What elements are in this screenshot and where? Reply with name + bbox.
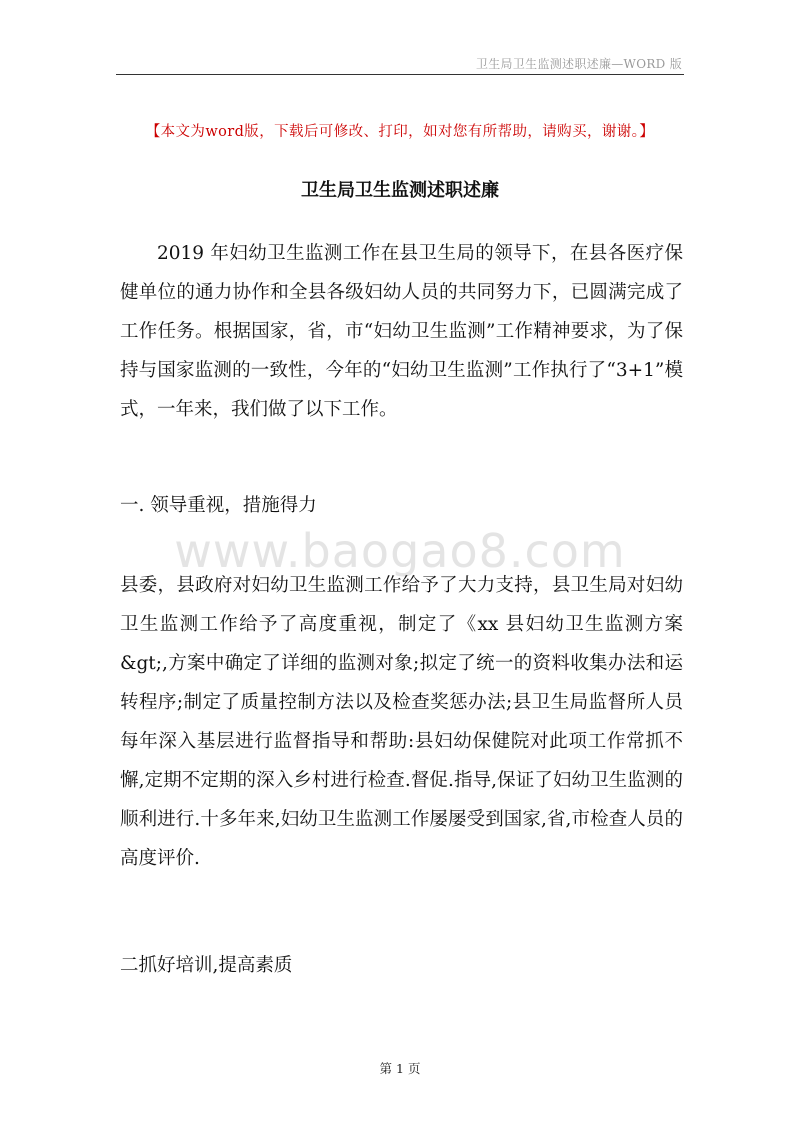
document-title: 卫生局卫生监测述职述廉: [301, 180, 499, 201]
running-header: 卫生局卫生监测述职述廉—WORD 版: [475, 57, 682, 71]
header-divider: [116, 74, 684, 75]
page-number: 第 1 页: [379, 1061, 421, 1076]
section-heading-1: 一. 领导重视，措施得力: [120, 495, 317, 516]
section-heading-2: 二抓好培训,提高素质: [120, 955, 293, 976]
section-1-paragraph: 县委，县政府对妇幼卫生监测工作给予了大力支持，县卫生局对妇幼卫生监测工作给予了高度重视，制定了《xx 县妇幼卫生监测方案&gt;,方案中确定了详细的监测对象;拟定了统一的资料收集办法和运转程序;制定了质量控制方法以及检查奖惩办法;县卫生局监督所人员每年深入基层进行监督指导和帮助:县妇幼保健院对此项工作常抓不懈,定期不定期的深入乡村进行检查.督促.指导,保证了妇幼卫生监测的顺利进行.十多年来,妇幼卫生监测工作屡屡受到国家,省,市检查人员的高度评价.: [120, 575, 683, 869]
download-notice: 【本文为word版，下载后可修改、打印，如对您有所帮助，请购买，谢谢。】: [145, 124, 655, 140]
intro-paragraph: 2019 年妇幼卫生监测工作在县卫生局的领导下，在县各医疗保健单位的通力协作和全县各级妇幼人员的共同努力下，已圆满完成了工作任务。根据国家，省，市“妇幼卫生监测”工作精神要求，为了保持与国家监测的一致性，今年的“妇幼卫生监测”工作执行了“3+1”模式，一年来，我们做了以下工作。: [120, 243, 683, 420]
watermark: www.baogao8.com: [174, 524, 626, 578]
